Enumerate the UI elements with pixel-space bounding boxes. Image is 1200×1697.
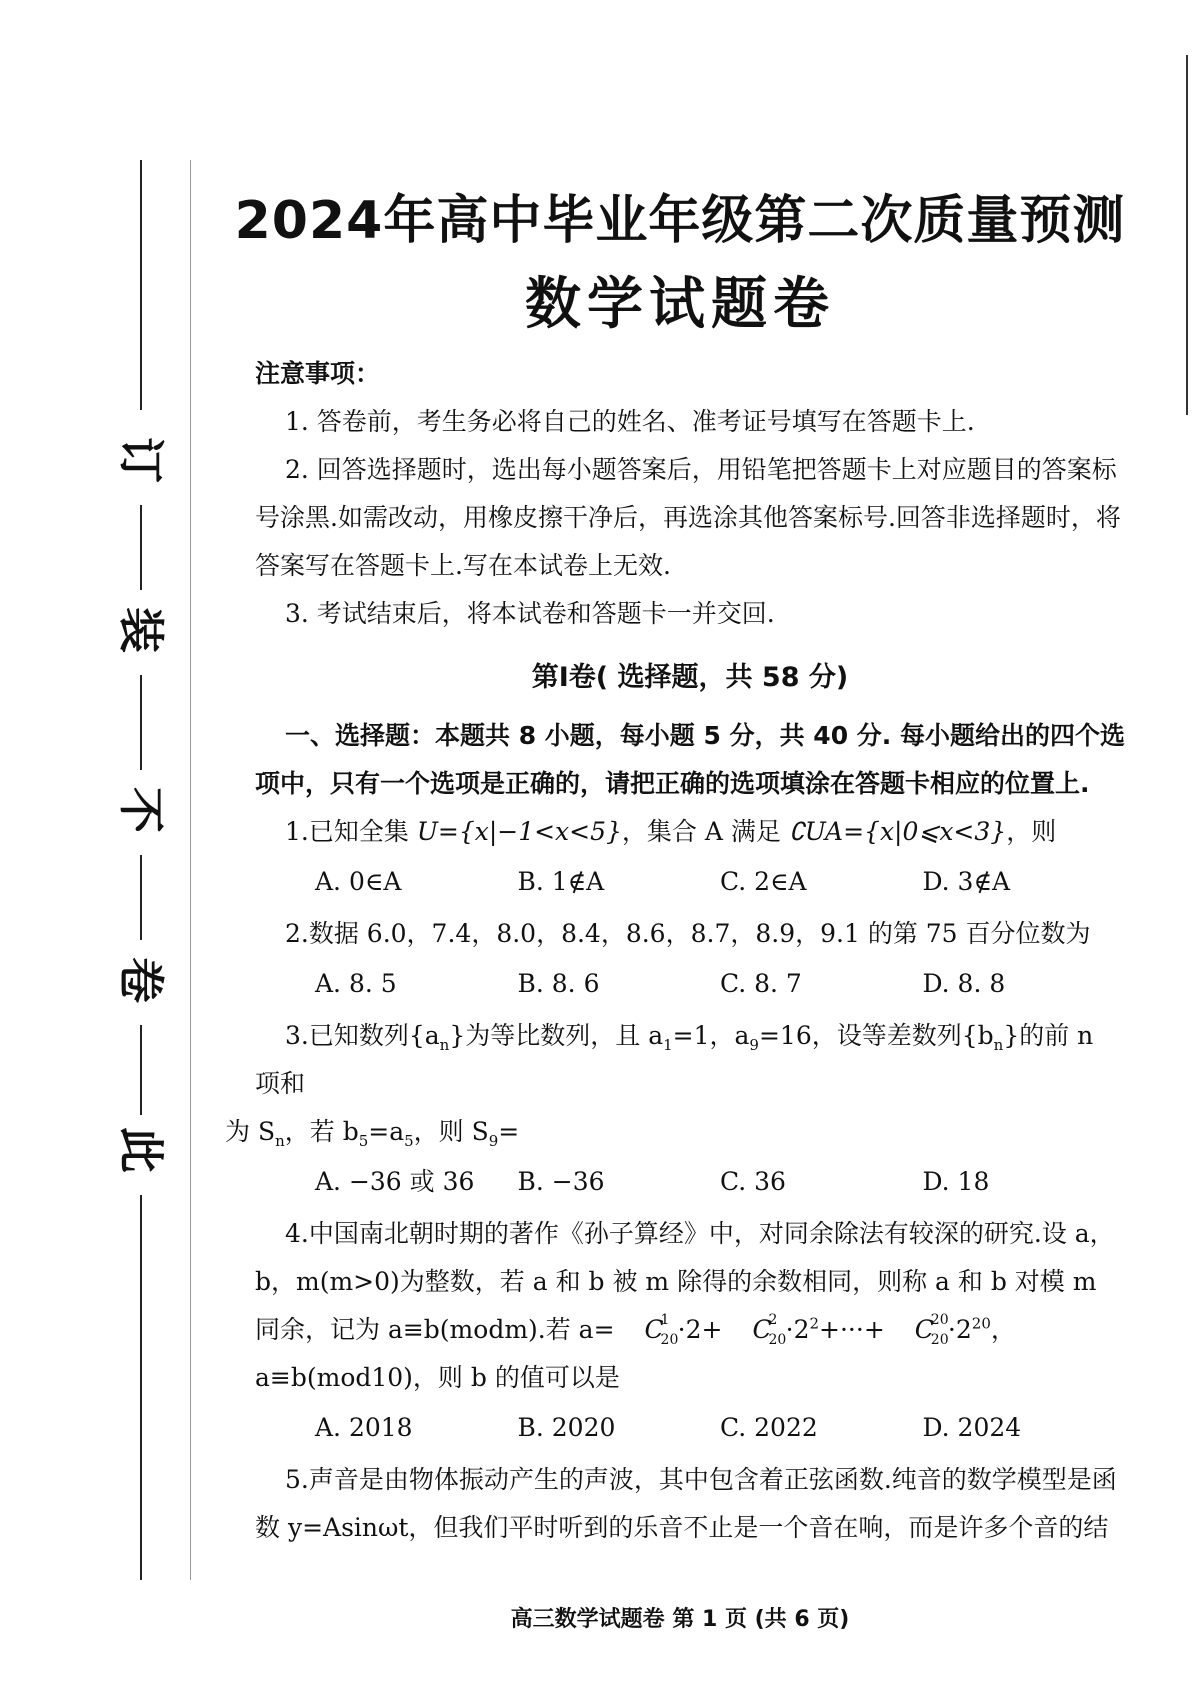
- question-2: 2.数据 6.0，7.4，8.0，8.4，8.6，8.7，8.9，9.1 的第 75 百分位数为: [285, 919, 1091, 948]
- exam-title: 2024年高中毕业年级第二次质量预测: [234, 191, 1126, 251]
- option-d: D. 2024: [922, 1413, 1022, 1442]
- part1-title: 第Ⅰ卷( 选择题，共 58 分): [531, 662, 849, 693]
- option-a: A. 8. 5: [315, 969, 397, 998]
- notice-heading: 注意事项：: [255, 359, 381, 388]
- page-footer: 高三数学试题卷 第 1 页 (共 6 页): [510, 1607, 850, 1632]
- binding-line: [140, 160, 142, 410]
- option-a: A. −36 或 36: [315, 1167, 475, 1196]
- notice-item-1: 1. 答卷前，考生务必将自己的姓名、准考证号填写在答题卡上.: [285, 407, 975, 436]
- right-edge-rule: [1186, 55, 1188, 415]
- option-b: B. 2020: [517, 1413, 616, 1442]
- option-b: B. 8. 6: [517, 969, 600, 998]
- exam-subtitle: 数学试题卷: [525, 272, 835, 337]
- binding-char-juan: 卷: [114, 957, 168, 1003]
- option-a: A. 2018: [315, 1413, 413, 1442]
- binding-char-zhuang: 装: [114, 607, 168, 653]
- question-1: 1.已知全集 U={x|−1<x<5}，集合 A 满足 ∁UA={x|0⩽x<3}，则: [285, 817, 1057, 846]
- binding-line: [140, 855, 142, 940]
- binding-line: [140, 1025, 142, 1115]
- question-3-options: [315, 1158, 1125, 1206]
- question-3: 3.已知数列$\{a_n\}$为等比数列，且 $a_1=1$，$a_9=16$，设等差数列$\{b_n\}$的前 n 项和 为 $S_n$，若 $b_5=a_5$，则 $S_9=$: [225, 1021, 1094, 1150]
- question-4: 4.中国南北朝时期的著作《孙子算经》中，对同余除法有较深的研究.设 a，b，m(m>0)为整数，若 a 和 b 被 m 除得的余数相同，则称 a 和 b 对模 m 同余，记为 a≡b(modm).若 a= C 1 20 ·2+ C 2 20 $\cdot 2^2+\cdot\cdot\cdot+ C$ 20 20 $\cdot 2^{20}$，a≡b(mod10)，则 b 的值可以是: [255, 1219, 1115, 1392]
- binding-char-ci: 此: [114, 1127, 168, 1173]
- option-d: D. 3∉A: [922, 867, 1011, 896]
- binding-line: [140, 675, 142, 770]
- option-c: C. 8. 7: [720, 969, 802, 998]
- exam-content: [225, 350, 1126, 1552]
- margin-rule: [190, 160, 191, 1580]
- question-2-options: [315, 960, 1125, 1008]
- option-b: B. −36: [517, 1167, 605, 1196]
- option-b: B. 1∉A: [517, 867, 605, 896]
- binding-margin: [105, 160, 175, 1580]
- notice-item-2: 2. 回答选择题时，选出每小题答案后，用铅笔把答题卡上对应题目的答案标号涂黑.如需改动，用橡皮擦干净后，再选涂其他答案标号.回答非选择题时，将答案写在答题卡上.写在本试卷上无效.: [255, 455, 1121, 580]
- notice-item-3: 3. 考试结束后，将本试卷和答题卡一并交回.: [285, 599, 775, 628]
- question-1-options: [315, 858, 1125, 906]
- option-d: D. 8. 8: [922, 969, 1006, 998]
- binding-char-ding: 订: [114, 437, 168, 483]
- binding-line: [140, 505, 142, 590]
- binding-line: [140, 1195, 142, 1580]
- question-5: 5.声音是由物体振动产生的声波，其中包含着正弦函数.纯音的数学模型是函数 y=Asinωt，但我们平时听到的乐音不止是一个音在响，而是许多个音的结: [255, 1465, 1117, 1542]
- option-c: C. 2∈A: [720, 867, 807, 896]
- option-c: C. 2022: [720, 1413, 818, 1442]
- part1-instruction: 一、选择题：本题共 8 小题，每小题 5 分，共 40 分. 每小题给出的四个选项中，只有一个选项是正确的，请把正确的选项填涂在答题卡相应的位置上.: [255, 721, 1126, 798]
- option-c: C. 36: [720, 1167, 786, 1196]
- option-a: A. 0∈A: [315, 867, 402, 896]
- question-4-options: [315, 1404, 1125, 1452]
- binding-char-bu: 不: [114, 787, 168, 833]
- option-d: D. 18: [922, 1167, 990, 1196]
